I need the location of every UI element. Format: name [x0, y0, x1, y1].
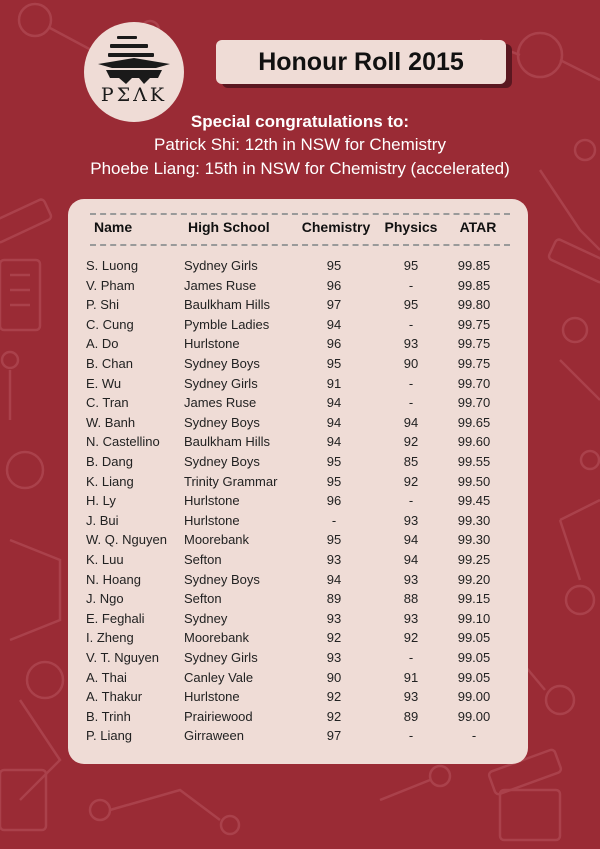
cell-atar: 99.60 — [457, 434, 491, 450]
cell-chemistry: - — [331, 512, 337, 528]
cell-chemistry: 95 — [326, 356, 342, 371]
column-header-name: Name — [94, 219, 133, 235]
cell-atar: 99.05 — [457, 650, 491, 665]
cell-atar: 99.30 — [457, 532, 491, 548]
cell-school: Sydney Boys — [184, 454, 260, 469]
cell-atar: 99.45 — [457, 493, 491, 509]
column-header-physics: Physics — [384, 219, 438, 235]
cell-chemistry: 97 — [326, 297, 342, 313]
table-row — [68, 297, 528, 317]
cell-atar: 99.50 — [457, 473, 491, 489]
cell-chemistry: 94 — [326, 434, 342, 450]
cell-atar: 99.25 — [457, 552, 491, 567]
table-row — [68, 454, 528, 474]
cell-chemistry: 92 — [326, 689, 342, 705]
cell-name: V. T. Nguyen — [86, 650, 159, 665]
cell-name: C. Tran — [86, 395, 129, 411]
cell-name: A. Do — [86, 336, 119, 352]
cell-school: Baulkham Hills — [184, 297, 270, 313]
page-title: Honour Roll 2015 — [258, 47, 464, 76]
cell-name: W. Banh — [86, 414, 136, 430]
cell-school: Moorebank — [184, 532, 250, 548]
cell-physics: 92 — [403, 630, 419, 646]
peak-logo — [84, 22, 184, 122]
cell-chemistry: 95 — [326, 532, 342, 548]
cell-atar: 99.00 — [457, 689, 491, 705]
cell-chemistry: 92 — [326, 708, 342, 724]
cell-physics: 92 — [403, 473, 419, 489]
divider — [90, 213, 510, 215]
cell-chemistry: 96 — [326, 277, 342, 293]
table-row — [68, 670, 528, 690]
cell-physics: - — [408, 316, 414, 332]
cell-chemistry: 94 — [326, 395, 342, 411]
cell-physics: 85 — [403, 454, 419, 469]
cell-chemistry: 90 — [326, 669, 342, 685]
table-row — [68, 434, 528, 454]
cell-name: J. Ngo — [86, 591, 124, 607]
cell-chemistry: 92 — [326, 630, 342, 646]
table-row — [68, 650, 528, 670]
cell-name: B. Dang — [86, 454, 133, 469]
cell-chemistry: 97 — [326, 728, 342, 744]
cell-atar: 99.75 — [457, 336, 491, 352]
cell-school: Canley Vale — [184, 669, 254, 685]
cell-physics: 93 — [403, 610, 419, 626]
cell-name: K. Luu — [86, 552, 124, 567]
column-header-atar: ATAR — [459, 219, 497, 235]
cell-physics: - — [408, 493, 414, 509]
cell-atar: 99.75 — [457, 316, 491, 332]
cell-name: V. Pham — [86, 277, 135, 293]
cell-physics: 94 — [403, 532, 419, 548]
cell-atar: 99.70 — [457, 395, 491, 411]
table-row — [68, 493, 528, 513]
cell-name: J. Bui — [86, 512, 119, 528]
cell-school: Sydney Girls — [184, 258, 258, 273]
cell-chemistry: 95 — [326, 258, 342, 273]
cell-chemistry: 93 — [326, 650, 342, 665]
cell-physics: 93 — [403, 689, 419, 705]
cell-atar: 99.65 — [457, 414, 491, 430]
table-row — [68, 376, 528, 396]
cell-school: Sydney — [184, 610, 228, 626]
cell-atar: 99.70 — [457, 375, 491, 391]
cell-physics: 90 — [403, 356, 419, 371]
cell-physics: 94 — [403, 552, 419, 567]
cell-school: Girraween — [184, 728, 244, 744]
column-header-chemistry: Chemistry — [301, 219, 371, 235]
cell-physics: 94 — [403, 414, 419, 430]
cell-name: P. Shi — [86, 297, 120, 313]
logo-text: PΣΛK — [100, 84, 168, 106]
cell-atar: 99.20 — [457, 571, 491, 587]
table-row — [68, 278, 528, 298]
cell-atar: 99.55 — [457, 454, 491, 469]
cell-chemistry: 94 — [326, 571, 342, 587]
cell-school: Sefton — [184, 552, 222, 567]
cell-school: James Ruse — [184, 277, 257, 293]
cell-school: Sydney Boys — [184, 571, 260, 587]
cell-name: P. Liang — [86, 728, 133, 744]
cell-physics: 88 — [403, 591, 419, 607]
cell-school: Hurlstone — [184, 493, 240, 509]
cell-physics: 95 — [403, 258, 419, 273]
cell-school: Sydney Girls — [184, 375, 258, 391]
table-row — [68, 689, 528, 709]
cell-atar: 99.05 — [457, 669, 491, 685]
cell-physics: - — [408, 728, 414, 744]
cell-school: Hurlstone — [184, 689, 240, 705]
cell-chemistry: 89 — [326, 591, 342, 607]
cell-atar: 99.00 — [457, 708, 491, 724]
cell-atar: 99.05 — [457, 630, 491, 646]
cell-name: N. Castellino — [86, 434, 160, 450]
table-row — [68, 474, 528, 494]
cell-physics: 93 — [403, 512, 419, 528]
column-header-school: High School — [188, 219, 270, 235]
title-box — [216, 40, 506, 84]
cell-atar: 99.80 — [457, 297, 491, 313]
table-row — [68, 611, 528, 631]
table-row — [68, 258, 528, 278]
cell-physics: - — [408, 650, 414, 665]
cell-atar: 99.10 — [457, 610, 491, 626]
cell-school: James Ruse — [184, 395, 257, 411]
table-header — [68, 219, 528, 239]
cell-school: Sydney Boys — [184, 414, 260, 430]
cell-atar: 99.75 — [457, 356, 491, 371]
table-row — [68, 317, 528, 337]
cell-name: E. Feghali — [86, 610, 145, 626]
cell-school: Moorebank — [184, 630, 250, 646]
cell-physics: - — [408, 375, 414, 391]
cell-physics: 93 — [403, 571, 419, 587]
cell-chemistry: 94 — [326, 414, 342, 430]
cell-name: A. Thai — [86, 669, 127, 685]
honour-roll-table — [68, 199, 528, 764]
table-row — [68, 395, 528, 415]
cell-physics: - — [408, 277, 414, 293]
congratulations-line: Patrick Shi: 12th in NSW for Chemistry — [154, 135, 446, 154]
cell-school: Prairiewood — [184, 708, 253, 724]
cell-name: E. Wu — [86, 375, 122, 391]
cell-school: Trinity Grammar — [184, 473, 278, 489]
table-row — [68, 591, 528, 611]
table-row — [68, 532, 528, 552]
cell-chemistry: 94 — [326, 316, 342, 332]
cell-school: Hurlstone — [184, 512, 240, 528]
cell-atar: 99.30 — [457, 512, 491, 528]
cell-physics: 89 — [403, 708, 419, 724]
table-row — [68, 728, 528, 748]
cell-name: I. Zheng — [86, 630, 134, 646]
cell-name: H. Ly — [86, 493, 116, 509]
cell-atar: 99.85 — [457, 277, 491, 293]
cell-school: Hurlstone — [184, 336, 240, 352]
cell-atar: 99.85 — [457, 258, 491, 273]
cell-name: K. Liang — [86, 473, 134, 489]
cell-school: Pymble Ladies — [184, 316, 270, 332]
cell-chemistry: 93 — [326, 552, 342, 567]
cell-school: Sydney Boys — [184, 356, 260, 371]
cell-physics: 92 — [403, 434, 419, 450]
cell-physics: - — [408, 395, 414, 411]
cell-school: Sydney Girls — [184, 650, 258, 665]
congratulations-line: Phoebe Liang: 15th in NSW for Chemistry (accelerated) — [90, 159, 510, 178]
cell-chemistry: 95 — [326, 473, 342, 489]
cell-chemistry: 96 — [326, 336, 342, 352]
cell-physics: 93 — [403, 336, 419, 352]
cell-name: N. Hoang — [86, 571, 141, 587]
table-row — [68, 415, 528, 435]
cell-name: B. Trinh — [86, 708, 131, 724]
congratulations-heading: Special congratulations to: — [190, 112, 410, 131]
cell-name: W. Q. Nguyen — [86, 532, 167, 548]
cell-name: A. Thakur — [86, 689, 143, 705]
table-row — [68, 709, 528, 729]
cell-chemistry: 95 — [326, 454, 342, 469]
cell-atar: 99.15 — [457, 591, 491, 607]
cell-name: C. Cung — [86, 316, 134, 332]
table-row — [68, 572, 528, 592]
cell-school: Baulkham Hills — [184, 434, 270, 450]
table-row — [68, 552, 528, 572]
cell-atar: - — [471, 728, 477, 744]
cell-school: Sefton — [184, 591, 222, 607]
mortarboard-icon — [84, 22, 184, 122]
cell-chemistry: 93 — [326, 610, 342, 626]
cell-name: S. Luong — [86, 258, 139, 273]
table-row — [68, 336, 528, 356]
cell-physics: 95 — [403, 297, 419, 313]
cell-chemistry: 96 — [326, 493, 342, 509]
table-row — [68, 356, 528, 376]
cell-chemistry: 91 — [326, 375, 342, 391]
table-row — [68, 513, 528, 533]
cell-name: B. Chan — [86, 356, 133, 371]
divider — [90, 244, 510, 246]
cell-physics: 91 — [403, 669, 419, 685]
table-row — [68, 630, 528, 650]
